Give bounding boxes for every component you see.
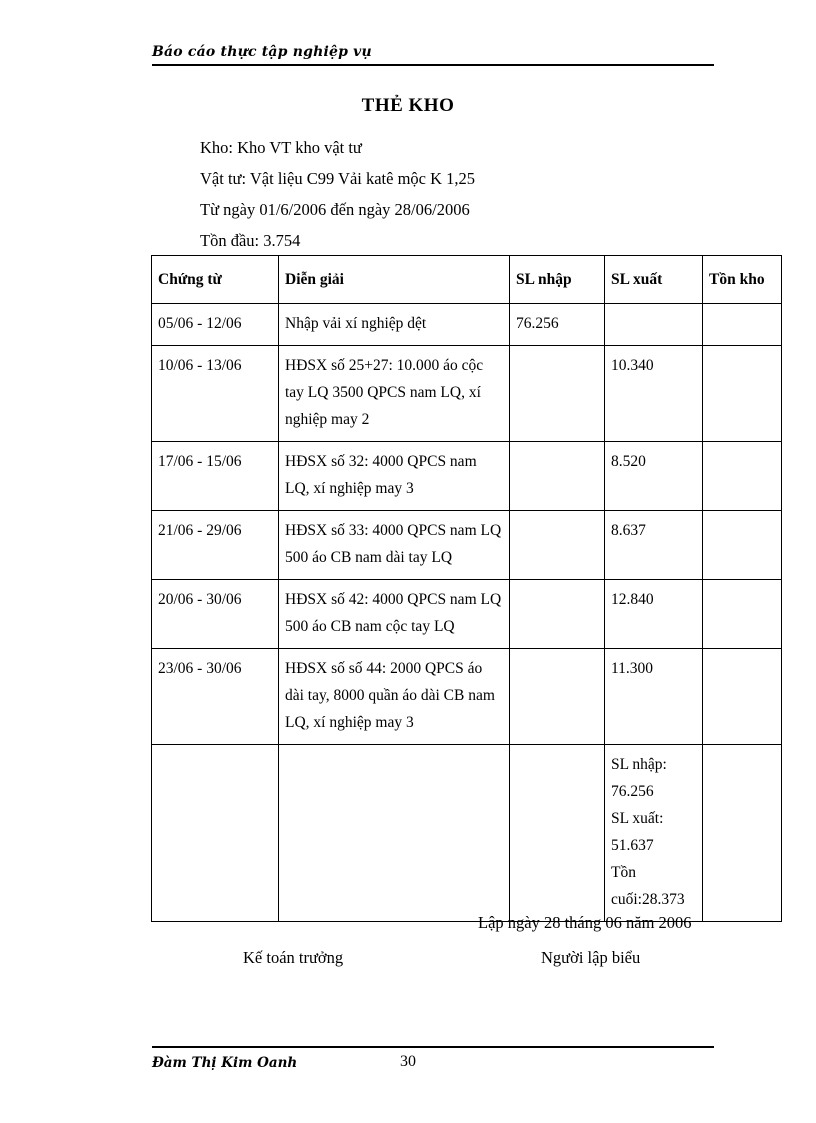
- summary-cell-chung-tu: [152, 745, 279, 922]
- cell-sl-xuat: 8.520: [605, 442, 703, 511]
- running-title: Báo cáo thực tập nghiệp vụ: [152, 44, 372, 60]
- cell-sl-xuat: 11.300: [605, 649, 703, 745]
- table-row: [152, 511, 782, 580]
- stock-card-table: [151, 255, 782, 922]
- signature-role-chief-accountant: Kế toán trưởng: [243, 948, 344, 967]
- cell-ton-kho: [703, 346, 782, 442]
- table-row: [152, 580, 782, 649]
- meta-opening-balance: Tồn đầu: 3.754: [200, 231, 301, 250]
- table-row: [152, 649, 782, 745]
- table-row: [152, 346, 782, 442]
- cell-chung-tu: 21/06 - 29/06: [152, 511, 279, 580]
- cell-sl-nhap: [510, 580, 605, 649]
- column-header-chung-tu: Chứng từ: [152, 256, 279, 304]
- column-header-dien-giai: Diễn giải: [279, 256, 510, 304]
- column-header-sl-xuat: SL xuất: [605, 256, 703, 304]
- summary-total-nhap: SL nhập: 76.256: [611, 756, 667, 800]
- summary-cell-totals: [605, 745, 703, 922]
- header-divider: [152, 64, 714, 66]
- cell-ton-kho: [703, 442, 782, 511]
- cell-sl-xuat: 10.340: [605, 346, 703, 442]
- column-header-sl-nhap: SL nhập: [510, 256, 605, 304]
- table-summary-row: [152, 745, 782, 922]
- cell-ton-kho: [703, 304, 782, 346]
- cell-sl-nhap: [510, 511, 605, 580]
- cell-chung-tu: 10/06 - 13/06: [152, 346, 279, 442]
- meta-material: Vật tư: Vật liệu C99 Vải katê mộc K 1,25: [200, 169, 476, 188]
- page-header: [152, 44, 714, 66]
- cell-ton-kho: [703, 649, 782, 745]
- meta-warehouse: Kho: Kho VT kho vật tư: [200, 138, 362, 157]
- cell-dien-giai: HĐSX số số 44: 2000 QPCS áo dài tay, 8000 quần áo dài CB nam LQ, xí nghiệp may 3: [279, 649, 510, 745]
- cell-sl-xuat: [605, 304, 703, 346]
- stock-card-table-wrapper: [151, 255, 765, 922]
- summary-total-xuat: SL xuất: 51.637: [611, 810, 664, 854]
- cell-sl-nhap: [510, 346, 605, 442]
- cell-dien-giai: HĐSX số 33: 4000 QPCS nam LQ 500 áo CB nam dài tay LQ: [279, 511, 510, 580]
- cell-sl-nhap: [510, 649, 605, 745]
- cell-dien-giai: HĐSX số 42: 4000 QPCS nam LQ 500 áo CB nam cộc tay LQ: [279, 580, 510, 649]
- cell-chung-tu: 17/06 - 15/06: [152, 442, 279, 511]
- cell-ton-kho: [703, 580, 782, 649]
- cell-sl-xuat: 12.840: [605, 580, 703, 649]
- table-row: [152, 304, 782, 346]
- summary-cell-dien-giai: [279, 745, 510, 922]
- cell-chung-tu: 05/06 - 12/06: [152, 304, 279, 346]
- table-head: [152, 256, 782, 304]
- cell-ton-kho: [703, 511, 782, 580]
- meta-period: Từ ngày 01/6/2006 đến ngày 28/06/2006: [200, 200, 470, 219]
- cell-dien-giai: HĐSX số 32: 4000 QPCS nam LQ, xí nghiệp may 3: [279, 442, 510, 511]
- summary-cell-ton-kho: [703, 745, 782, 922]
- cell-chung-tu: 23/06 - 30/06: [152, 649, 279, 745]
- signature-role-preparer: Người lập biểu: [541, 948, 641, 967]
- document-meta: [200, 132, 720, 256]
- cell-sl-nhap: 76.256: [510, 304, 605, 346]
- summary-closing-balance: Tồn cuối:28.373: [611, 864, 685, 908]
- cell-dien-giai: HĐSX số 25+27: 10.000 áo cộc tay LQ 3500 QPCS nam LQ, xí nghiệp may 2: [279, 346, 510, 442]
- cell-dien-giai: Nhập vải xí nghiệp dệt: [279, 304, 510, 346]
- footer-divider: [152, 1046, 714, 1048]
- signature-date-row: [0, 913, 816, 933]
- page-title: THẺ KHO: [361, 95, 455, 116]
- cell-sl-xuat: 8.637: [605, 511, 703, 580]
- signature-date: Lập ngày 28 tháng 06 năm 2006: [478, 913, 692, 932]
- column-header-ton-kho: Tồn kho: [703, 256, 782, 304]
- table-body: [152, 304, 782, 922]
- page-number: 30: [400, 1053, 416, 1070]
- footer-author: Đàm Thị Kim Oanh: [152, 1055, 298, 1071]
- summary-cell-sl-nhap: [510, 745, 605, 922]
- cell-sl-nhap: [510, 442, 605, 511]
- table-header-row: [152, 256, 782, 304]
- cell-chung-tu: 20/06 - 30/06: [152, 580, 279, 649]
- table-row: [152, 442, 782, 511]
